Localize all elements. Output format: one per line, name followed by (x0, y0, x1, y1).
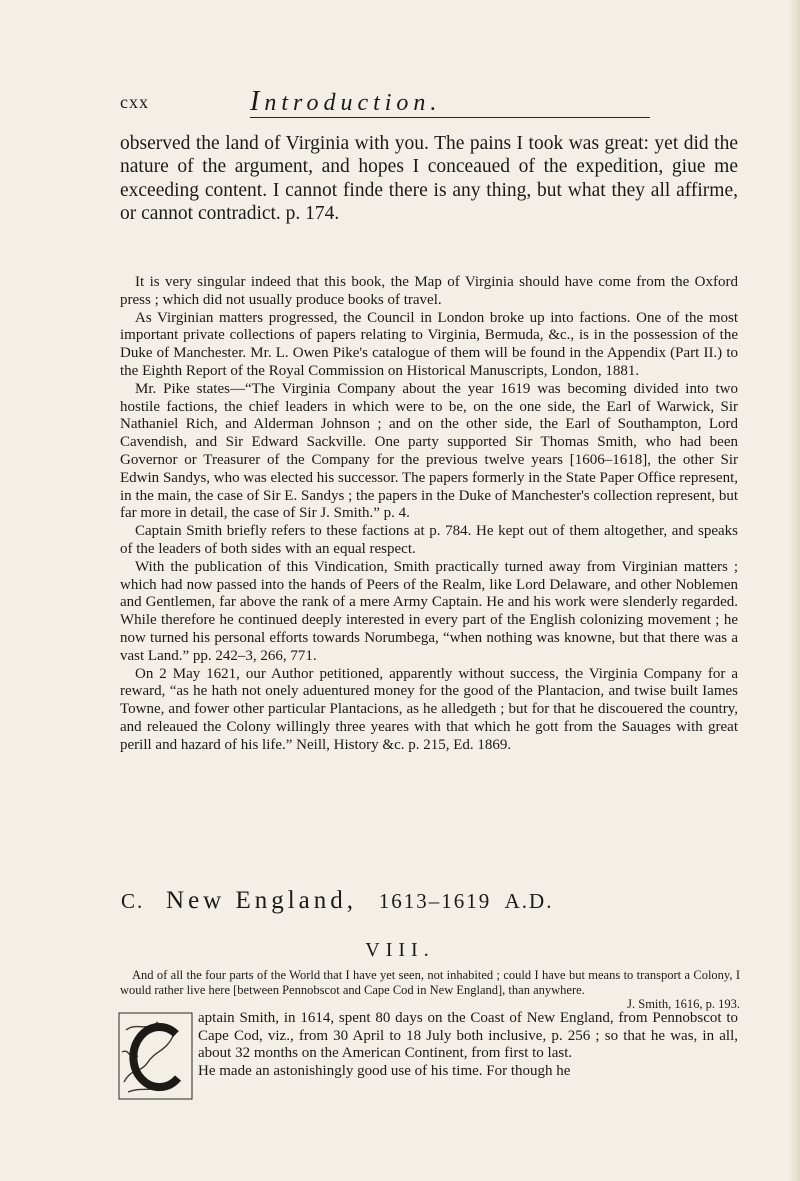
header-rule (250, 117, 650, 118)
page-header (120, 86, 740, 122)
paragraph-text-continued: He made an astonishingly good use of his time. For though he (198, 1062, 571, 1079)
epigraph-source: J. Smith, 1616, p. 193. (627, 997, 740, 1011)
section-title: New England, (166, 887, 358, 914)
epigraph (120, 968, 740, 1012)
section-era: A.D. (504, 889, 554, 913)
page-edge (790, 0, 800, 1181)
section-number: VIII. (365, 939, 435, 961)
section-heading (121, 887, 771, 915)
note-paragraph: With the publication of this Vindication, Smith practically turned away from Virginian matters ; which had now passed into the hands of Peers of the Realm, like Lord Delaware, and other Noblemen and Gentlemen, far above the rank of a mere Army Captain. He and his work were slenderly regarded. While therefore he continued deeply interested in every part of the English colonizing movement ; he now turned his personal efforts towards Norumbega, “when nothing was knowne, but that there was a vast Land.” pp. 242–3, 266, 771. (120, 558, 738, 664)
note-paragraph: Captain Smith briefly refers to these factions at p. 784. He kept out of them altogether, and speaks of the leaders of both sides with an equal respect. (120, 523, 738, 557)
paragraph-text: aptain Smith, in 1614, spent 80 days on the Coast of New England, from Pennobscot to Cape Cod, viz., from 30 April to 18 July both inclusive, p. 256 ; so that he was, in all, about 32 months on the American Continent, from first to last. (198, 1010, 738, 1062)
decorated-initial-c (118, 1012, 193, 1100)
epigraph-text: And of all the four parts of the World that I have yet seen, not inhabited ; could I have but means to transport a Colony, I would rather live here [between Pennobscot and Cape Cod in New England], than anywhere. (120, 968, 740, 997)
section-years: 1613–1619 (378, 889, 492, 913)
page-number: cxx (120, 92, 149, 112)
note-paragraph: On 2 May 1621, our Author petitioned, apparently without success, the Virginia Company for a reward, “as he hath not onely aduentured money for the good of the Plantacion, and twise built Iames Towne, and fower other particular Plantacions, as he alledgeth ; but for that he discouered the country, and releaued the Colony willingly three yeares with that which he gott from the Sauages with great perill and hazard of his life.” Neill, History &c. p. 215, Ed. 1869. (120, 665, 738, 753)
running-head: Introduction. (250, 86, 442, 117)
section-letter: C. (121, 889, 145, 913)
notes-block (120, 274, 738, 755)
opening-paragraph (198, 1010, 738, 1080)
note-paragraph: It is very singular indeed that this book, the Map of Virginia should have come from the Oxford press ; which did not usually produce books of travel. (120, 274, 738, 308)
note-paragraph: Mr. Pike states—“The Virginia Company about the year 1619 was becoming divided into two hostile factions, the chief leaders in which were to be, on the one side, the Earl of Warwick, Sir Nathaniel Rich, and Alderman Johnson ; and on the other side, the Earl of Southampton, Lord Cavendish, and Sir Edward Sackville. One party supported Sir Thomas Smith, who had been Governor or Treasurer of the Company for the previous twelve years [1606–1618], the other Sir Edwin Sandys, who was elected his successor. The papers formerly in the State Paper Office represent, in the main, the case of Sir E. Sandys ; the papers in the Duke of Manchester's collection represent, but far more in detail, the case of Sir J. Smith.” p. 4. (120, 380, 738, 522)
main-text (120, 132, 738, 225)
note-paragraph: As Virginian matters progressed, the Council in London broke up into factions. One of the most important private collections of papers relating to Virginia, Bermuda, &c., is in the possession of the Duke of Manchester. Mr. L. Owen Pike's catalogue of them will be found in the Appendix (Part II.) to the Eighth Report of the Royal Commission on Historical Manuscripts, London, 1881. (120, 309, 738, 379)
main-paragraph: observed the land of Virginia with you. The pains I took was great: yet did the nature of the argument, and hopes I conceaued of the expedition, giue me exceeding content. I cannot finde there is any thing, but what they all affirme, or cannot contradict. p. 174. (120, 133, 738, 224)
